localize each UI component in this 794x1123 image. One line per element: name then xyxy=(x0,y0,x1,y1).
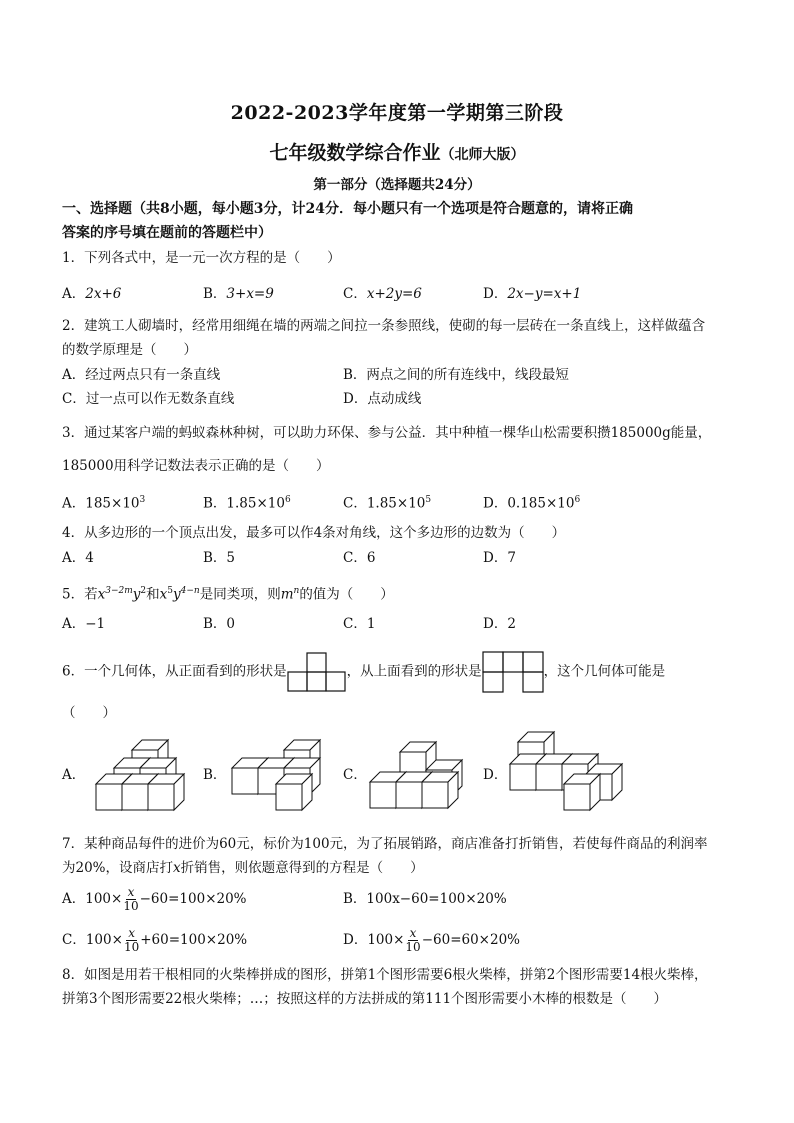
q2-option-c: C．过一点可以作无数条直线 xyxy=(62,391,235,407)
q6-option-d-cubes xyxy=(506,730,626,812)
q7-a-post: −60=100×20% xyxy=(139,891,247,907)
q3-option-d xyxy=(483,490,580,514)
q3-a-text: A．185×10 xyxy=(62,495,140,512)
q5-term1-y-exp: 2 xyxy=(140,586,147,596)
q1-d-text: 2x−y=x+1 xyxy=(507,286,582,302)
q5-m-exp: n xyxy=(293,586,300,596)
section-instructions xyxy=(62,197,742,245)
q7-option-b: B．100x−60=100×20% xyxy=(343,891,507,907)
q5-term1-x: x xyxy=(97,586,106,603)
q7-d-pre: 100× xyxy=(367,932,405,948)
q7-option-c xyxy=(62,927,247,954)
q7-c-frac-den: 10 xyxy=(123,940,140,954)
question-3-stem-line-1: 3．通过某客户端的蚂蚁森林种树，可以助力环保、参与公益．其中种植一棵华山松需要积攒185000g能量， xyxy=(62,425,712,441)
q5-prefix: 5．若 xyxy=(62,586,98,603)
edition-note: （北师大版） xyxy=(440,147,525,163)
q5-mid: 是同类项，则 xyxy=(199,586,281,603)
q3-option-a xyxy=(62,490,145,514)
q3-a-exponent: 3 xyxy=(139,495,146,505)
q1-a-text: 2x+6 xyxy=(85,286,122,302)
q1-c-label: C． xyxy=(343,286,367,302)
q3-option-c xyxy=(343,490,431,514)
q7-line-2-b: 折销售，则依题意得到的方程是（ ） xyxy=(180,860,424,876)
q3-b-text: B．1.85×10 xyxy=(203,495,285,512)
q7-d-fraction xyxy=(405,927,420,954)
q5-term1-y: y xyxy=(132,586,141,603)
q7-c-label: C． xyxy=(62,932,86,948)
question-1-stem: 1．下列各式中，是一元一次方程的是（ ） xyxy=(62,250,341,266)
q1-a-label: A． xyxy=(62,286,86,302)
q4-option-b: B．5 xyxy=(203,550,236,566)
part-heading: 第一部分（选择题共24分） xyxy=(313,177,481,193)
top-view-figure xyxy=(482,651,544,693)
q6-option-c-label: C． xyxy=(343,767,367,783)
q5-term2-x-exp: 5 xyxy=(167,586,173,596)
q5-suffix: 的值为（ ） xyxy=(299,586,394,603)
q3-b-exponent: 6 xyxy=(284,495,291,505)
q7-line-2-a: 为20%，设商店打 xyxy=(62,860,174,876)
q2-option-b: B．两点之间的所有连线中，线段最短 xyxy=(343,367,569,383)
q1-b-text: 3+x=9 xyxy=(226,286,274,302)
q2-option-d: D．点动成线 xyxy=(343,391,422,407)
q5-term2-y-exp: 4−n xyxy=(180,586,200,596)
section-line-1: 一、选择题（共8小题，每小题3分，计24分．每小题只有一个选项是符合题意的，请将正确 xyxy=(62,201,633,217)
q7-a-frac-den: 10 xyxy=(123,899,139,913)
q1-option-b xyxy=(203,284,274,304)
q4-option-c: C．6 xyxy=(343,550,376,566)
q6-option-a-label: A． xyxy=(62,767,86,783)
subtitle-text: 七年级数学综合作业 xyxy=(269,142,441,164)
q7-c-post: +60=100×20% xyxy=(140,932,248,948)
q7-d-frac-den: 10 xyxy=(405,940,421,954)
q7-a-pre: 100× xyxy=(85,891,123,907)
exam-subtitle xyxy=(0,138,794,165)
q6-option-a-cubes xyxy=(88,734,198,812)
q5-option-d: D．2 xyxy=(483,616,516,632)
q6-part-2: ，从上面看到的形状是 xyxy=(346,663,482,680)
q5-option-c: C．1 xyxy=(343,616,376,632)
q7-a-label: A． xyxy=(62,891,86,907)
q8-line-1: 8．如图是用若干根相同的火柴棒拼成的图形，拼第1个图形需要6根火柴棒，拼第2个图形需要14根火柴棒， xyxy=(62,967,708,983)
q5-option-b: B．0 xyxy=(203,616,236,632)
q5-m: m xyxy=(280,586,294,603)
cube-stack-c xyxy=(366,738,476,812)
cube-stack-d xyxy=(506,730,626,812)
q7-variable-x: x xyxy=(173,860,181,876)
q7-d-label: D． xyxy=(343,932,368,948)
q4-option-a: A．4 xyxy=(62,550,94,566)
q7-option-a xyxy=(62,886,247,913)
q4-option-d: D．7 xyxy=(483,550,516,566)
q5-and: 和 xyxy=(146,586,160,603)
q7-line-2 xyxy=(62,856,752,880)
q3-d-text: D．0.185×10 xyxy=(483,495,575,512)
q6-part-3: ，这个几何体可能是 xyxy=(543,663,666,680)
q7-a-fraction xyxy=(123,886,138,913)
q5-term2-y: y xyxy=(172,586,181,603)
question-3-stem-line-2: 185000用科学记数法表示正确的是（ ） xyxy=(62,458,330,474)
question-4-stem: 4．从多边形的一个顶点出发，最多可以作4条对角线，这个多边形的边数为（ ） xyxy=(62,525,566,541)
q7-line-1: 7．某种商品每件的进价为60元，标价为100元，为了拓展销路，商店准备打折销售，若使每件商品的利润率 xyxy=(62,836,708,852)
q3-d-exponent: 6 xyxy=(574,495,581,505)
q3-option-b xyxy=(203,490,291,514)
q7-c-pre: 100× xyxy=(85,932,123,948)
front-view-figure xyxy=(287,652,347,692)
q6-option-d-label: D． xyxy=(483,767,508,783)
q7-d-frac-num: x xyxy=(409,926,417,940)
q5-option-a: A．−1 xyxy=(62,616,106,632)
q1-option-d xyxy=(483,284,581,304)
q2-line-1: 2．建筑工人砌墙时，经常用细绳在墙的两端之间拉一条参照线，使砌的每一层砖在一条直线上，这样做蕴含 xyxy=(62,318,706,334)
cube-stack-a xyxy=(88,734,198,812)
q5-term2-x: x xyxy=(159,586,168,603)
q6-option-b-cubes xyxy=(226,734,336,812)
q6-part-1: 6．一个几何体，从正面看到的形状是 xyxy=(62,663,287,680)
exam-title: 2022-2023学年度第一学期第三阶段 xyxy=(230,102,564,124)
q2-option-a: A．经过两点只有一条直线 xyxy=(62,367,221,383)
q3-c-text: C．1.85×10 xyxy=(343,495,426,512)
question-6-stem xyxy=(62,651,752,693)
cube-stack-b xyxy=(226,734,336,812)
q7-c-frac-num: x xyxy=(128,926,135,940)
q7-a-frac-num: x xyxy=(127,885,135,899)
q1-option-a xyxy=(62,284,121,304)
q7-option-d xyxy=(343,927,520,954)
q7-d-post: −60=60×20% xyxy=(421,932,520,948)
question-5-stem xyxy=(62,579,752,607)
q3-c-exponent: 5 xyxy=(425,495,432,505)
section-line-2: 答案的序号填在题前的答题栏中） xyxy=(62,225,272,241)
q1-d-label: D． xyxy=(483,286,508,302)
q6-option-c-cubes xyxy=(366,738,476,812)
q7-c-fraction xyxy=(124,927,139,954)
q2-line-2: 的数学原理是（ ） xyxy=(62,342,197,358)
q1-option-c xyxy=(343,284,422,304)
q8-line-2: 拼第3个图形需要22根火柴棒；…；按照这样的方法拼成的第111个图形需要小木棒的根数是（ ） xyxy=(62,991,668,1007)
question-2-stem xyxy=(62,314,752,362)
q1-b-label: B． xyxy=(203,286,227,302)
question-7-stem xyxy=(62,832,752,880)
q1-c-text: x+2y=6 xyxy=(366,286,422,302)
question-8-stem xyxy=(62,963,752,1011)
q6-answer-paren: （ ） xyxy=(62,705,116,721)
q6-option-b-label: B． xyxy=(203,767,227,783)
q5-term1-x-exp: 3−2m xyxy=(105,586,133,596)
